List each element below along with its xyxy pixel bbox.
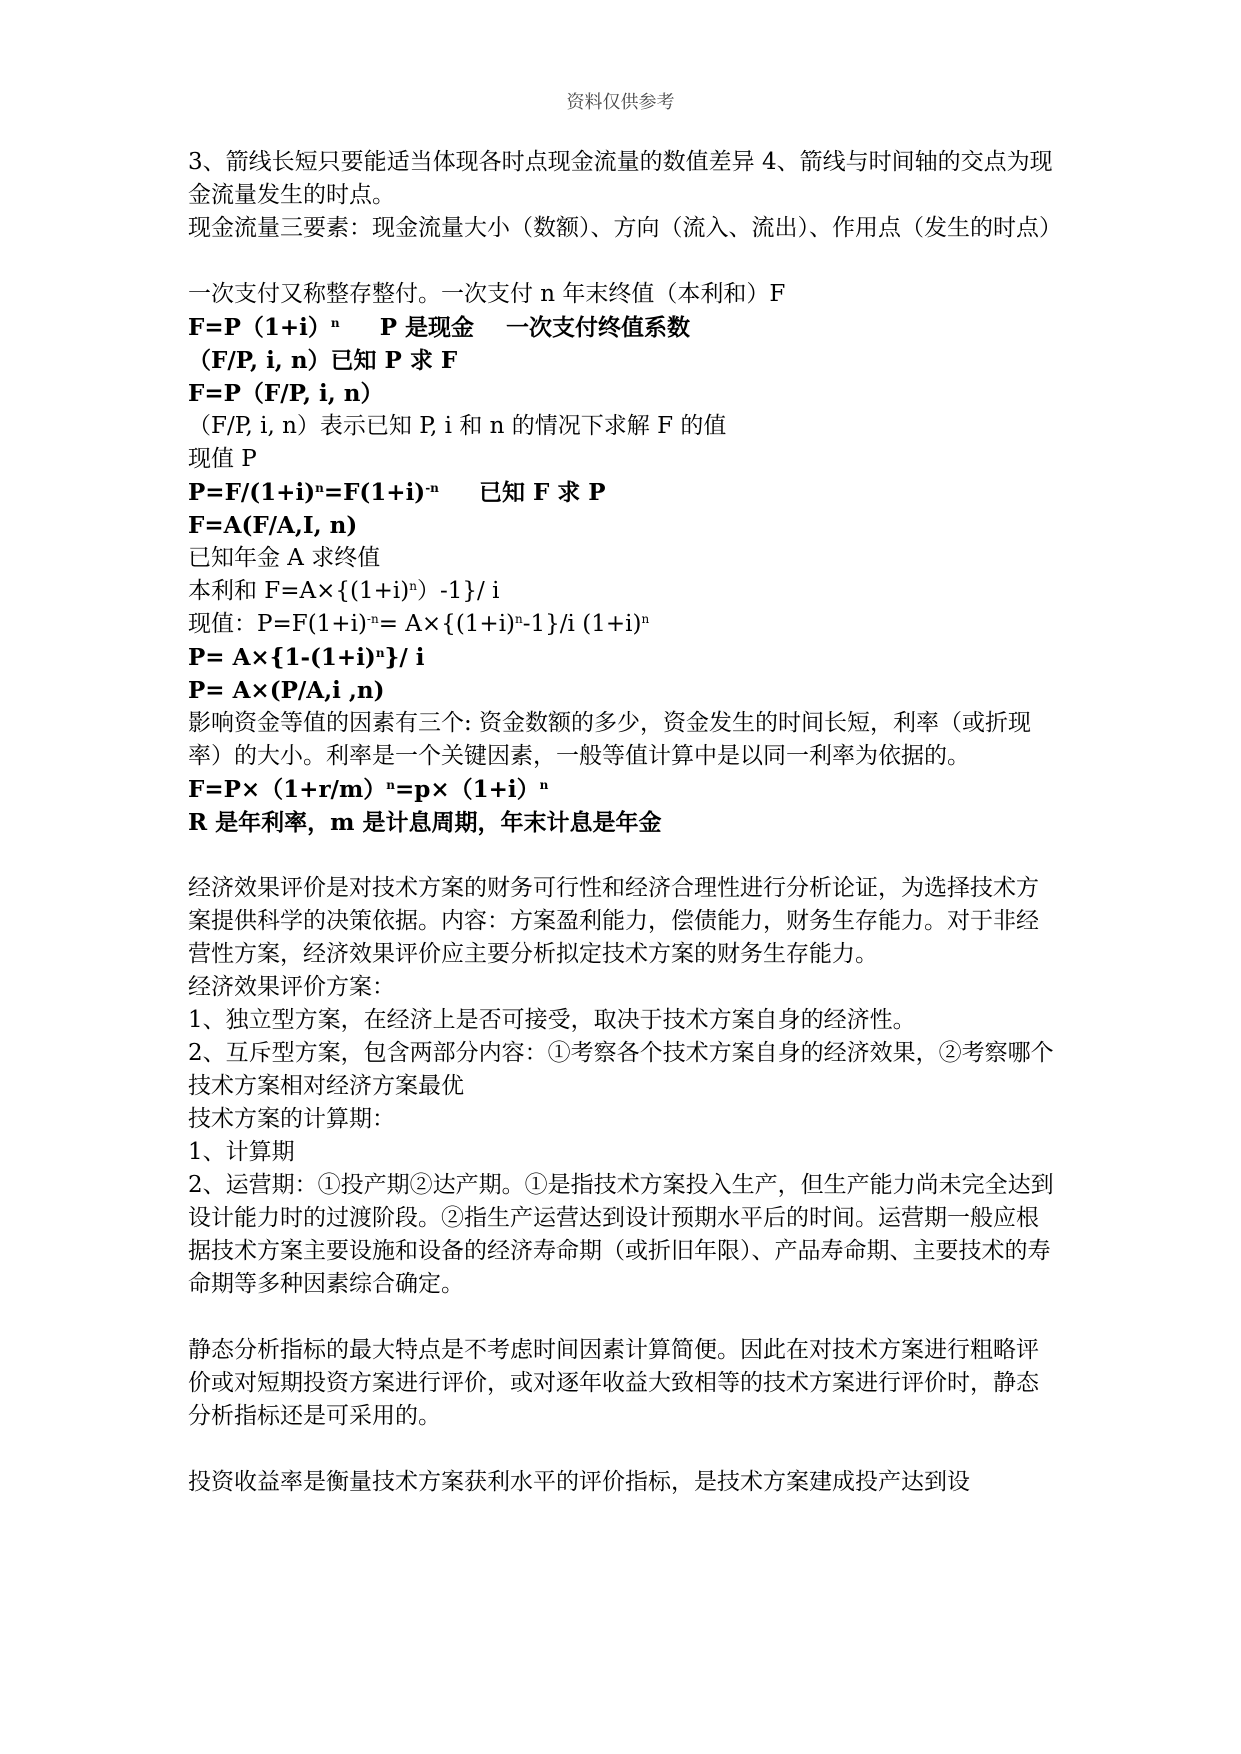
text-line: 一次支付又称整存整付。一次支付 n 年末终值（本利和）F <box>188 281 786 307</box>
formula-line: F=A(F/A,I, n) <box>188 512 358 539</box>
document-body <box>188 146 1062 1499</box>
formula-line: $P= A\times\{1-(1+i)^n\}/$ i <box>188 644 425 671</box>
formula-line: （F/P, i, n）已知 P 求 F <box>188 347 458 374</box>
formula-line: $F=P\times(1+r/m)^n=p\times(1+i)^n$ <box>188 776 549 803</box>
text-line: 现值 P <box>188 446 257 472</box>
paragraph-cashflow-elements: 现金流量三要素：现金流量大小（数额）、方向（流入、流出）、作用点（发生的时点） <box>188 215 1062 241</box>
paragraph-economic-evaluation: 经济效果评价是对技术方案的财务可行性和经济合理性进行分析论证，为选择技术方案提供科学的决策依据。内容：方案盈利能力，偿债能力，财务生存能力。对于非经营性方案，经济效果评价应主要分析拟定技术方案的财务生存能力。 <box>188 875 1039 967</box>
formula-line: P= A×(P/A,i ,n) <box>188 677 385 704</box>
page-header: 资料仅供参考 <box>566 92 675 113</box>
list-item: 1、独立型方案，在经济上是否可接受，取决于技术方案自身的经济性。 <box>188 1007 916 1033</box>
text-line: 经济效果评价方案： <box>188 974 395 1000</box>
formula-line: $P=F/(1+i)^n=F(1+i)^{-n}$ 已知 F 求 P <box>188 479 606 506</box>
text-line: R 是年利率，m 是计息周期，年末计息是年金 <box>188 809 662 836</box>
formula-line: F=P（F/P, i, n） <box>188 380 384 407</box>
spacer <box>188 1301 1058 1334</box>
text-line: 技术方案的计算期： <box>188 1106 395 1132</box>
formula-line: 本利和 $F=A\times\{(1+i)^n)-1\}/$ i <box>188 578 500 604</box>
paragraph-static-analysis: 静态分析指标的最大特点是不考虑时间因素计算简便。因此在对技术方案进行粗略评价或对短期投资方案进行评价，或对逐年收益大致相等的技术方案进行评价时，静态分析指标还是可采用的。 <box>188 1337 1039 1429</box>
paragraph-arrow-line: 3、箭线长短只要能适当体现各时点现金流量的数值差异 4、箭线与时间轴的交点为现金流量发生的时点。 <box>188 149 1053 208</box>
paragraph-roi: 投资收益率是衡量技术方案获利水平的评价指标，是技术方案建成投产达到设 <box>188 1469 970 1495</box>
text-line: 已知年金 A 求终值 <box>188 545 381 571</box>
formula-line: 现值：$P=F(1+i)^{-n}= A\times\{(1+i)^n-1\}/i$ $(1+i)^n$ <box>188 611 650 637</box>
text-line: （F/P, i, n）表示已知 P, i 和 n 的情况下求解 F 的值 <box>188 413 727 439</box>
formula-line: $F=P(1+i)^n$ P 是现金 一次支付终值系数 <box>188 314 691 341</box>
list-item: 1、计算期 <box>188 1139 295 1165</box>
spacer <box>188 245 1058 278</box>
spacer <box>188 839 1058 872</box>
spacer <box>188 1433 1058 1466</box>
paragraph-equivalence-factors: 影响资金等值的因素有三个: 资金数额的多少，资金发生的时间长短，利率（或折现率）的大小。利率是一个关键因素，一般等值计算中是以同一利率为依据的。 <box>188 710 1032 769</box>
list-item: 2、互斥型方案，包含两部分内容：①考察各个技术方案自身的经济效果，②考察哪个技术方案相对经济方案最优 <box>188 1040 1054 1099</box>
list-item: 2、运营期：①投产期②达产期。①是指技术方案投入生产，但生产能力尚未完全达到设计能力时的过渡阶段。②指生产运营达到设计预期水平后的时间。运营期一般应根据技术方案主要设施和设备的经济寿命期（或折旧年限）、产品寿命期、主要技术的寿命期等多种因素综合确定。 <box>188 1172 1054 1297</box>
